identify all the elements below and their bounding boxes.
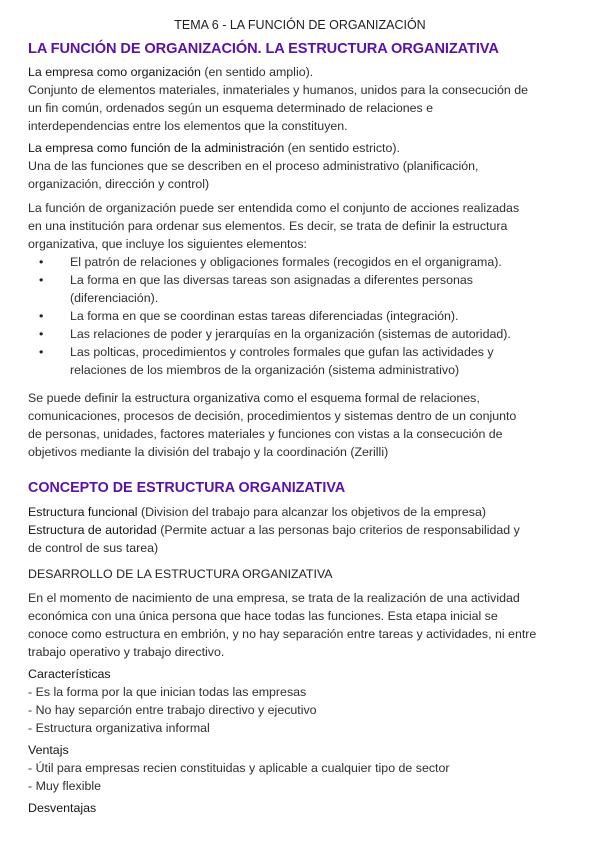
text-line: organizativa, que incluye los siguientes elementos:: [28, 237, 307, 251]
text-line: Conjunto de elementos materiales, inmateriales y humanos, unidos para la consecución de: [28, 83, 529, 97]
section-heading-concepto-estructura: CONCEPTO DE ESTRUCTURA ORGANIZATIVA: [28, 480, 346, 496]
text-run: (en sentido amplio).: [200, 65, 314, 79]
text-line: En el momento de nacimiento de una empresa, se trata de la realización de una actividad: [28, 591, 520, 605]
text-line: en una institución para ordenar sus elementos. Es decir, se trata de definir la estructura: [28, 219, 508, 233]
bold-term: La empresa como función de la administración: [28, 141, 285, 155]
subheading-ventajas: Ventajs: [28, 743, 69, 757]
text-line: La función de organización puede ser entendida como el conjunto de acciones realizadas: [28, 201, 520, 215]
list-item: • Las relaciones de poder y jerarquías en la organización (sistemas de autoridad).: [28, 325, 572, 343]
bold-term: La empresa como organización: [28, 65, 201, 79]
text-line: económica con una única persona que hace todas las funciones. Esta etapa inicial se: [28, 609, 498, 623]
subheading-desventajas: Desventajas: [28, 801, 97, 815]
estructura-autoridad-line: [28, 521, 572, 539]
paragraph-empresa-funcion-title: [28, 139, 572, 157]
estructura-funcional-line: [28, 503, 572, 521]
document-title: TEMA 6 - LA FUNCIÓN DE ORGANIZACIÓN: [174, 18, 426, 32]
text-line: trabajo operativo y trabajo directivo.: [28, 645, 225, 659]
text-run: (Division del trabajo para alcanzar los objetivos de la empresa): [137, 505, 487, 519]
list-item: • Las polticas, procedimientos y controles formales que gufan las actividades y relaciones de los miembros de la organización (sistema administrativo): [28, 343, 572, 379]
list-item: - Útil para empresas recien constituidas y aplicable a cualquier tipo de sector: [28, 761, 450, 775]
list-item: - Muy flexible: [28, 779, 101, 793]
text-line: organización, dirección y control): [28, 177, 210, 191]
subheading-caracteristicas: Características: [28, 667, 111, 681]
subheading-desarrollo: DESARROLLO DE LA ESTRUCTURA ORGANIZATIVA: [28, 567, 333, 581]
text-line: conoce como estructura en embrión, y no hay separación entre tareas y actividades, ni entre: [28, 627, 537, 641]
text-line: Se puede definir la estructura organizativa como el esquema formal de relaciones,: [28, 391, 480, 405]
text-run: (Permite actuar a las personas bajo criterios de responsabilidad y: [156, 523, 520, 537]
text-line: Una de las funciones que se describen en el proceso administrativo (planificación,: [28, 159, 479, 173]
text-line: comunicaciones, procesos de decisión, procedimientos y sistemas dentro de un conjunto: [28, 409, 517, 423]
bold-term: Estructura de autoridad: [28, 523, 157, 537]
bold-term: Estructura funcional: [28, 505, 138, 519]
list-item: • La forma en que se coordinan estas tareas diferenciadas (integración).: [28, 307, 572, 325]
text-line: de personas, unidades, factores materiales y funciones con vistas a la consecución de: [28, 427, 503, 441]
list-item: • La forma en que las diversas tareas son asignadas a diferentes personas (diferenciación).: [28, 271, 572, 307]
text-line: objetivos mediante la división del trabajo y la coordinación (Zerilli): [28, 445, 389, 459]
elements-bullet-list: [28, 253, 572, 379]
section-heading-funcion-organizacion: LA FUNCIÓN DE ORGANIZACIÓN. LA ESTRUCTURA ORGANIZATIVA: [28, 41, 499, 57]
text-line: de control de sus tarea): [28, 541, 159, 555]
text-line: un fin común, ordenados según un esquema determinado de relaciones e: [28, 101, 434, 115]
list-item: - Estructura organizativa informal: [28, 721, 210, 735]
list-item: - Es la forma por la que inician todas las empresas: [28, 685, 307, 699]
list-item: • El patrón de relaciones y obligaciones formales (recogidos en el organigrama).: [28, 253, 572, 271]
list-item: - No hay separción entre trabajo directivo y ejecutivo: [28, 703, 317, 717]
text-run: (en sentido estricto).: [284, 141, 400, 155]
paragraph-empresa-organizacion-title: [28, 63, 572, 81]
text-line: interdependencias entre los elementos que la constituyen.: [28, 119, 348, 133]
